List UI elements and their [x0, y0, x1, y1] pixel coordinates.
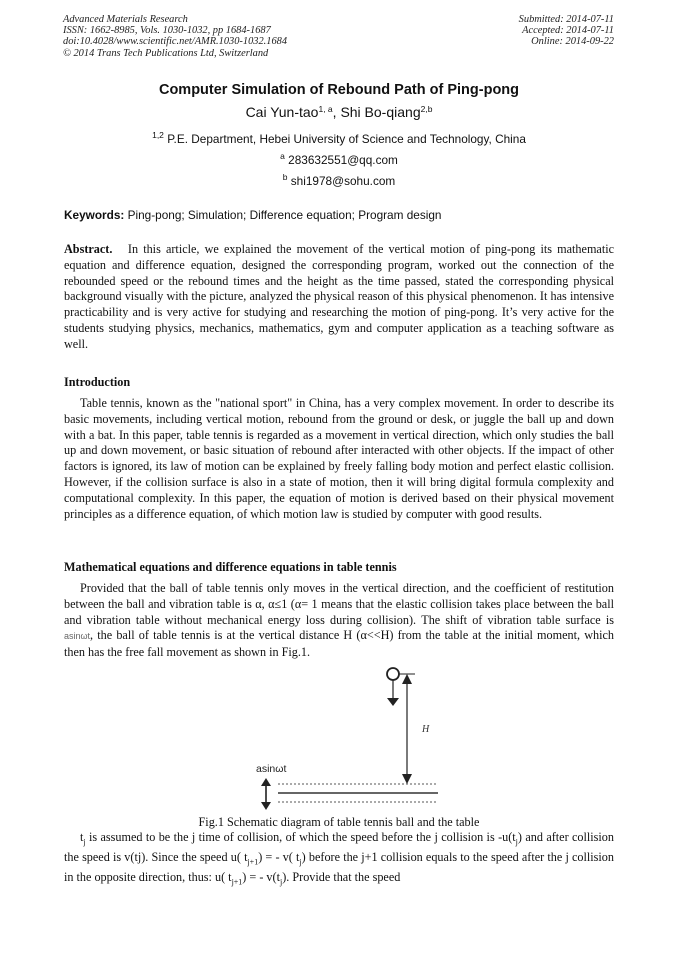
affiliation-text: P.E. Department, Hebei University of Science and Technology, China — [167, 132, 526, 146]
lp-t3: ) and after collision the speed is v(tj). Since the speed u( t — [64, 830, 614, 865]
keywords-label: Keywords: — [64, 208, 125, 222]
abstract — [64, 242, 614, 353]
height-arrow-top — [402, 674, 412, 684]
collision-paragraph — [64, 830, 614, 891]
introduction-text: Table tennis, known as the "national sport" in China, has a very complex movement. In order to describe its basic movements, including vertical motion, rebound from the ground or desk, or juggle the ball up and down with a bat. In this paper, table tennis is regarded as a movement in vertical direction, which only studies the ball up and down movement, or basic situation of rebound after interacted with other objects. If the impact of other factors is ignored, its law of motion can be explained by freely falling body motion and perfect elastic collision. However, if the collision surface is also in a state of motion, then it will bring digital formula complexity and computational complexity. In this paper, the equation of motion is derived based on their physical movement principles as a difference equation, of which motion law is studied by computer with good results. — [64, 396, 614, 521]
journal-name: Advanced Materials Research — [63, 14, 188, 25]
email-a — [0, 153, 678, 167]
lp-t4: ) = - v( t — [258, 850, 300, 865]
journal-doi: doi:10.4028/www.scientific.net/AMR.1030-1032.1684 — [63, 36, 288, 48]
lp-t1: t — [80, 830, 84, 844]
lp-s3: j+1 — [247, 857, 259, 867]
inline-asin-symbol: asinωt — [64, 631, 91, 642]
shift-arrow-down — [261, 802, 271, 810]
lp-s2: j — [515, 837, 518, 847]
paper-title: Computer Simulation of Rebound Path of Ping-pong — [158, 82, 520, 98]
author-separator: , — [332, 104, 341, 120]
ball-down-arrow — [387, 698, 399, 706]
journal-issn: ISSN: 1662-8985, Vols. 1030-1032, pp 1684-1687 — [63, 25, 271, 37]
author-2-sup: 2,b — [420, 104, 433, 114]
abstract-text: In this article, we explained the movement of the vertical motion of ping-pong its mathematic equation and difference equation, designed the corresponding program, worked out the connection of the rebounded speed or the rebound times and the height as the time passed, stated the corresponding physical background visually with the picture, analyzed the physical reason of this physical phenomenon. It has intensive practicability and is very active for studying and researching the motion of ping-pong. It’s very active for the students studying physics, mechanics, mathematics, gym and computer application as a teaching software as well. — [64, 242, 615, 351]
lp-t2: is assumed to be the j time of collision, of which the speed before the j collision is -u(t — [85, 830, 516, 844]
figure-1-drawing — [240, 660, 440, 816]
figure-1 — [240, 660, 440, 816]
lp-t5: ) before the j+1 collision equals to the speed after the j collision in the opposite direction, thus: u( t — [64, 850, 614, 885]
submitted-date: Submitted: 2014-07-11 — [518, 14, 614, 25]
figure-1-caption: Fig.1 Schematic diagram of table tennis ball and the table — [198, 815, 480, 829]
keywords-text: Ping-pong; Simulation; Difference equation; Program design — [127, 208, 442, 222]
author-1-sup: 1, a — [318, 104, 333, 114]
author-2: Shi Bo-qiang — [340, 104, 421, 120]
lp-s4: j — [299, 857, 302, 867]
section-heading-equations: Mathematical equations and difference equations in table tennis — [64, 560, 397, 574]
height-arrow-bottom — [402, 774, 412, 784]
lp-s6: j — [279, 877, 283, 887]
email-b-sup: b — [282, 172, 288, 182]
section-text-part2: , the ball of table tennis is at the vertical distance H (α<<H) from the table at the initial moment, which then has the free fall movement as shown in Fig.1. — [64, 628, 614, 660]
affiliation — [0, 132, 678, 146]
online-date: Online: 2014-09-22 — [531, 36, 614, 48]
ping-pong-ball — [387, 668, 399, 680]
lp-s1: j — [83, 837, 86, 847]
keywords — [64, 208, 616, 222]
journal-header-left — [63, 14, 287, 59]
lp-t6: ) = - v(t — [242, 870, 280, 885]
shift-arrow-up — [261, 778, 271, 786]
affiliation-sup: 1,2 — [152, 130, 164, 140]
lp-t7: ). Provide that the speed — [282, 870, 401, 885]
email-b-text: shi1978@sohu.com — [290, 174, 396, 188]
journal-copyright: © 2014 Trans Tech Publications Ltd, Switzerland — [63, 47, 269, 59]
author-line — [0, 104, 678, 120]
introduction-heading: Introduction — [64, 375, 131, 389]
email-a-text: 283632551@qq.com — [288, 153, 398, 167]
height-label: H — [422, 724, 430, 735]
abstract-label: Abstract. — [64, 242, 113, 256]
journal-header-right — [519, 14, 614, 48]
section-equations-text — [64, 581, 614, 661]
accepted-date: Accepted: 2014-07-11 — [522, 25, 614, 37]
email-b — [0, 174, 678, 188]
section-text-part1: Provided that the ball of table tennis only moves in the vertical direction, and the coefficient of restitution between the ball and vibration table is α, α≤1 (α= 1 means that the elastic collision takes place between the ball and vibration table without mechanical energy loss during collision). The shift of vibration table surface is — [64, 581, 614, 627]
email-a-sup: a — [280, 151, 285, 161]
lp-s5: j+1 — [231, 877, 243, 887]
shift-label: asinωt — [256, 763, 287, 775]
author-1: Cai Yun-tao — [245, 104, 319, 120]
